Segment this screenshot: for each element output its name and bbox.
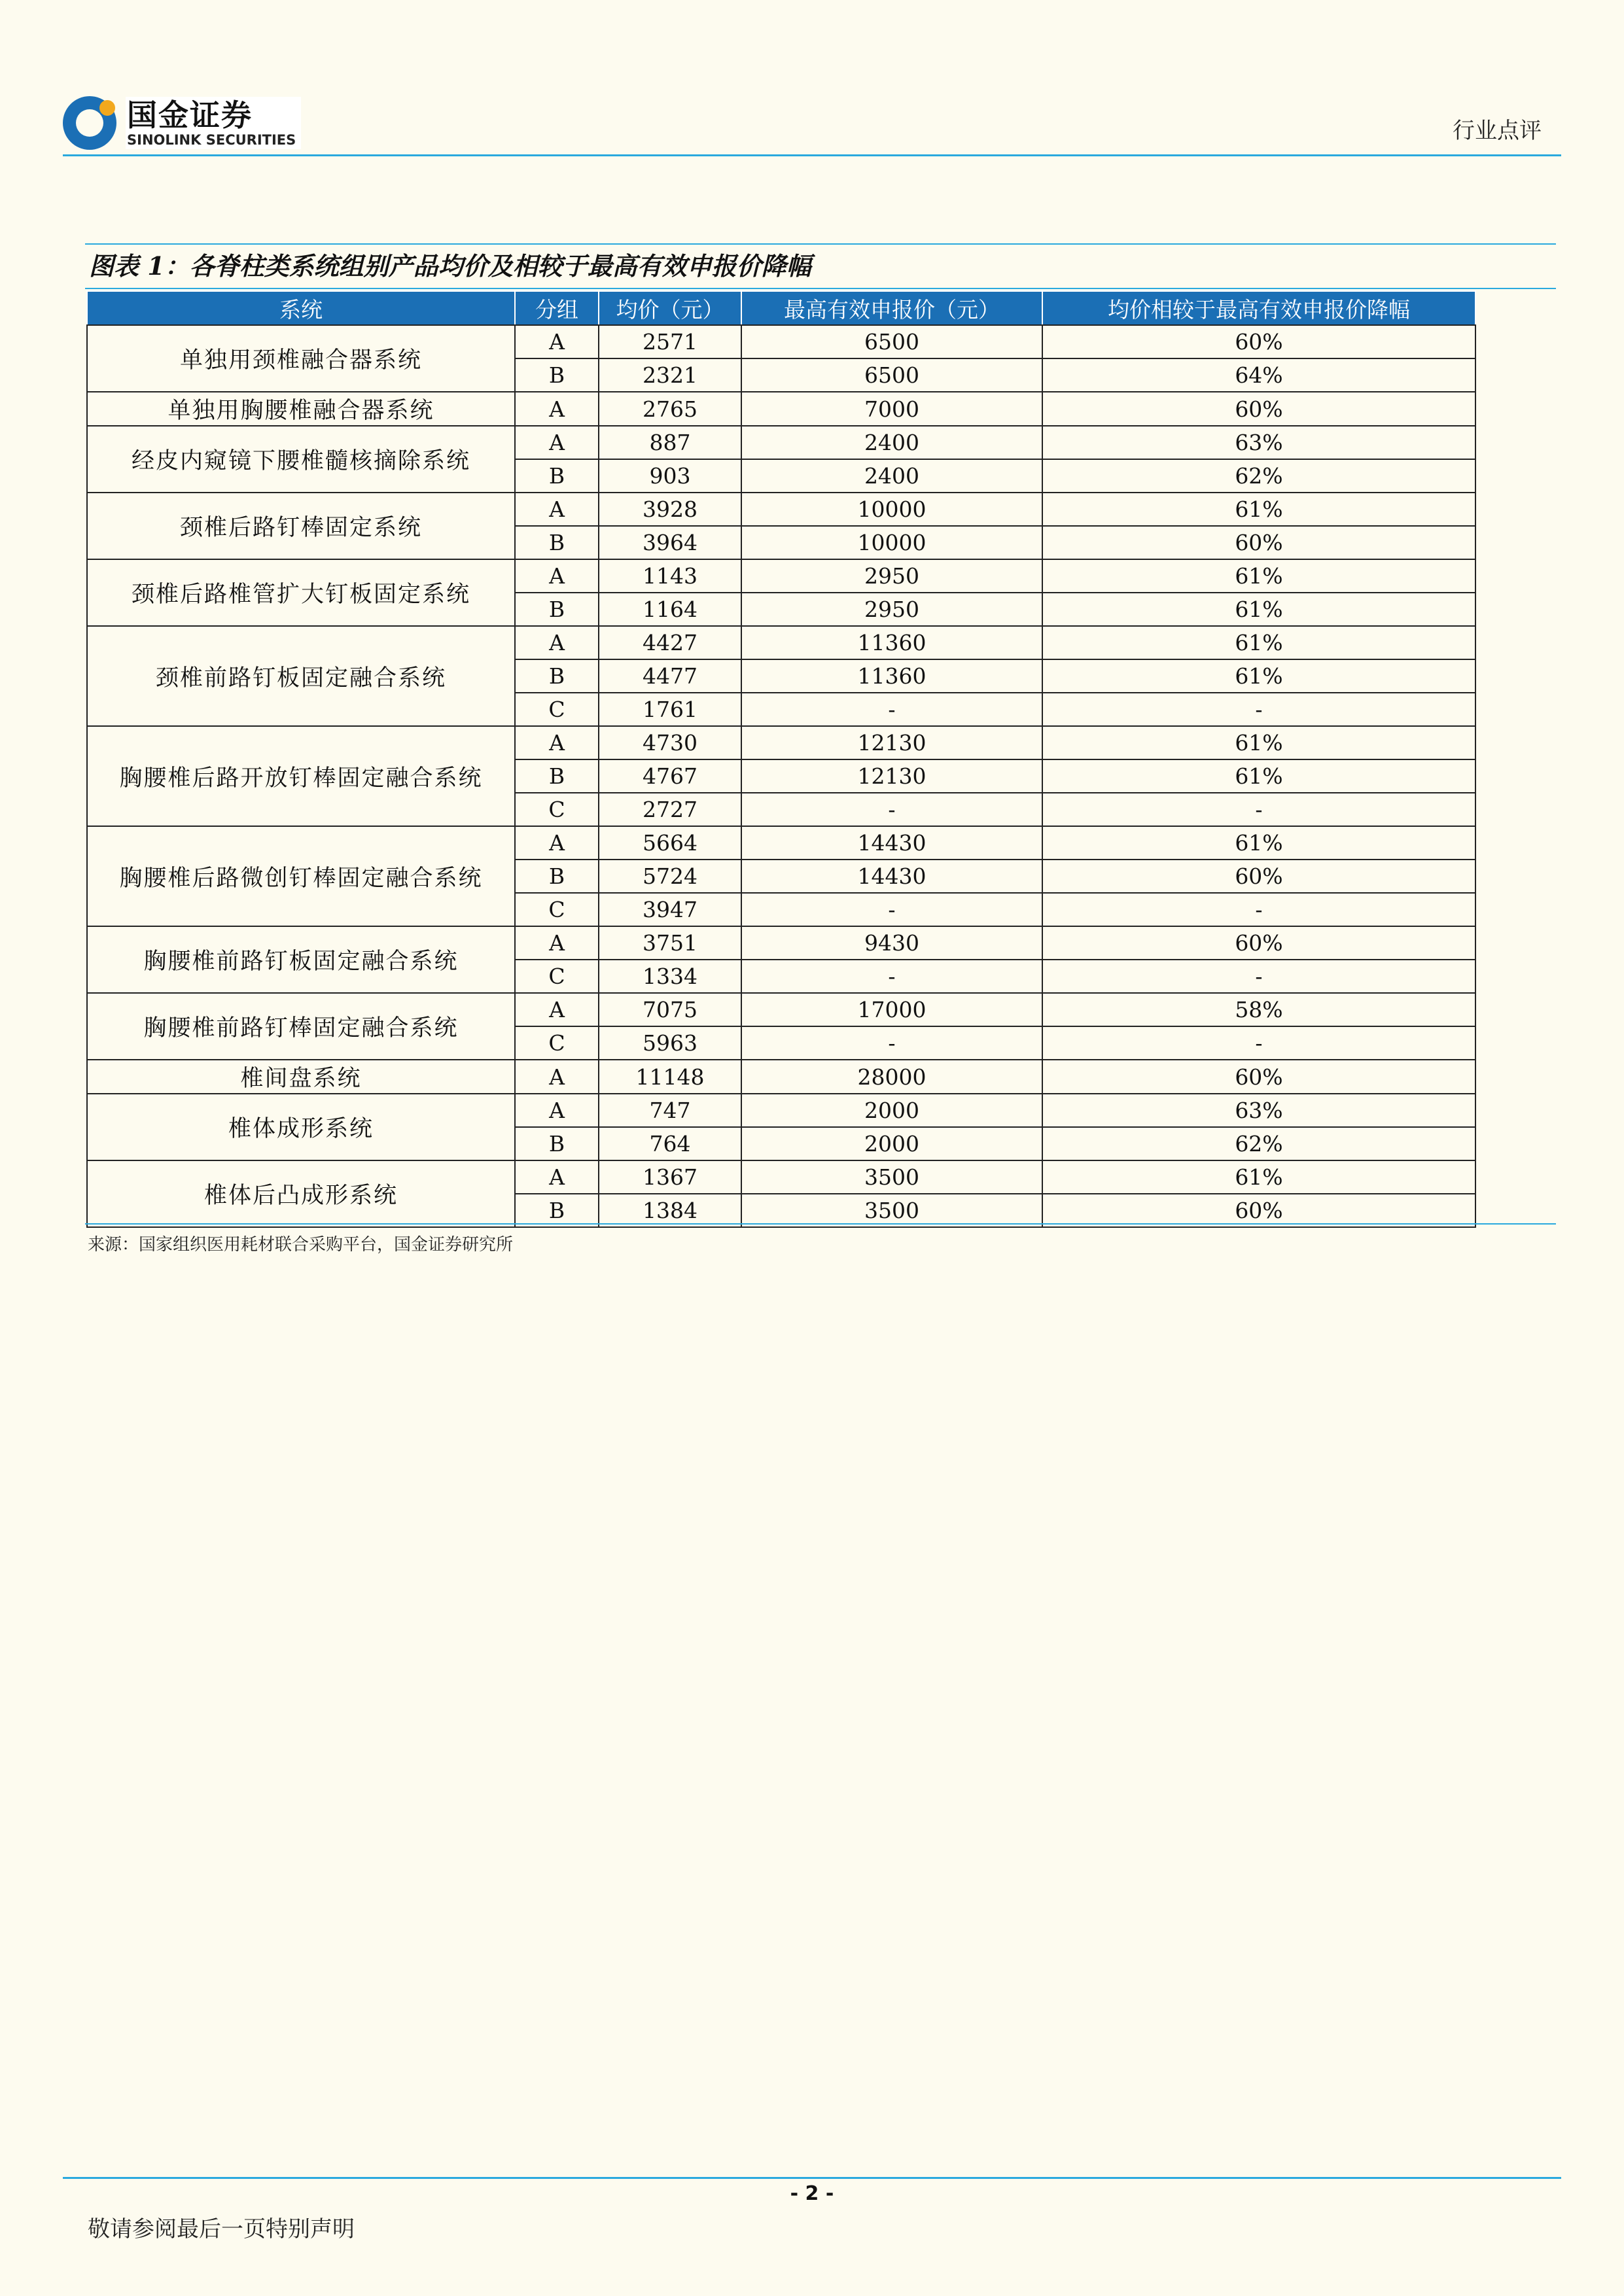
source-divider [85, 1223, 1556, 1225]
table-row [87, 726, 1475, 759]
price-drop-cell: 60% [1042, 526, 1475, 559]
max-price-cell: 10000 [741, 493, 1042, 526]
max-price-cell: 17000 [741, 993, 1042, 1026]
logo-english-name: SINOLINK SECURITIES [127, 132, 296, 148]
group-cell: C [515, 1026, 599, 1060]
price-drop-cell: 60% [1042, 860, 1475, 893]
group-cell: B [515, 860, 599, 893]
group-cell: C [515, 693, 599, 726]
avg-price-cell: 2571 [599, 325, 741, 358]
avg-price-cell: 764 [599, 1127, 741, 1160]
system-name-cell: 胸腰椎前路钉板固定融合系统 [87, 926, 515, 993]
table-row [87, 426, 1475, 459]
system-name-cell: 颈椎前路钉板固定融合系统 [87, 626, 515, 726]
max-price-cell: 9430 [741, 926, 1042, 960]
group-cell: A [515, 1160, 599, 1194]
source-note: 来源：国家组织医用耗材联合采购平台，国金证券研究所 [88, 1235, 514, 1255]
price-drop-cell: 62% [1042, 459, 1475, 493]
max-price-cell: 2000 [741, 1127, 1042, 1160]
system-name-cell: 颈椎后路椎管扩大钉板固定系统 [87, 559, 515, 626]
price-drop-cell: - [1042, 893, 1475, 926]
avg-price-cell: 5963 [599, 1026, 741, 1060]
group-cell: C [515, 793, 599, 826]
table-row [87, 826, 1475, 860]
group-cell: B [515, 659, 599, 693]
max-price-cell: 11360 [741, 659, 1042, 693]
max-price-cell: 3500 [741, 1160, 1042, 1194]
group-cell: B [515, 1194, 599, 1227]
system-name-cell: 颈椎后路钉棒固定系统 [87, 493, 515, 559]
group-cell: A [515, 993, 599, 1026]
price-drop-cell: 63% [1042, 1094, 1475, 1127]
figure-title-top-rule [85, 243, 1556, 245]
group-cell: A [515, 559, 599, 593]
price-drop-cell: - [1042, 693, 1475, 726]
max-price-cell: 3500 [741, 1194, 1042, 1227]
avg-price-cell: 3928 [599, 493, 741, 526]
system-name-cell: 椎体成形系统 [87, 1094, 515, 1160]
table-row [87, 325, 1475, 358]
table-row [87, 993, 1475, 1026]
column-header-price-drop: 均价相较于最高有效申报价降幅 [1042, 291, 1475, 325]
table-row [87, 493, 1475, 526]
table-row [87, 392, 1475, 426]
table-body [87, 325, 1475, 1227]
max-price-cell: 2000 [741, 1094, 1042, 1127]
max-price-cell: 12130 [741, 726, 1042, 759]
group-cell: B [515, 759, 599, 793]
group-cell: A [515, 426, 599, 459]
price-drop-cell: 61% [1042, 1160, 1475, 1194]
avg-price-cell: 3964 [599, 526, 741, 559]
price-drop-cell: 61% [1042, 759, 1475, 793]
avg-price-cell: 747 [599, 1094, 741, 1127]
avg-price-cell: 5664 [599, 826, 741, 860]
sinolink-logo-icon [63, 96, 116, 150]
max-price-cell: - [741, 693, 1042, 726]
system-name-cell: 单独用颈椎融合器系统 [87, 325, 515, 392]
logo-chinese-name: 国金证券 [127, 97, 253, 133]
max-price-cell: 12130 [741, 759, 1042, 793]
max-price-cell: - [741, 1026, 1042, 1060]
avg-price-cell: 1761 [599, 693, 741, 726]
price-drop-cell: 64% [1042, 358, 1475, 392]
group-cell: A [515, 1094, 599, 1127]
figure-title-bottom-rule [85, 288, 1556, 289]
page-number: - 2 - [790, 2182, 834, 2205]
group-cell: B [515, 459, 599, 493]
avg-price-cell: 11148 [599, 1060, 741, 1094]
avg-price-cell: 4477 [599, 659, 741, 693]
price-drop-cell: 60% [1042, 926, 1475, 960]
report-type-label: 行业点评 [1453, 118, 1542, 144]
max-price-cell: 6500 [741, 325, 1042, 358]
avg-price-cell: 2765 [599, 392, 741, 426]
price-drop-cell: 61% [1042, 826, 1475, 860]
group-cell: A [515, 726, 599, 759]
avg-price-cell: 5724 [599, 860, 741, 893]
avg-price-cell: 2321 [599, 358, 741, 392]
max-price-cell: - [741, 893, 1042, 926]
group-cell: B [515, 593, 599, 626]
group-cell: A [515, 392, 599, 426]
avg-price-cell: 1143 [599, 559, 741, 593]
column-header-avg-price: 均价（元） [599, 291, 741, 325]
table-row [87, 559, 1475, 593]
avg-price-cell: 887 [599, 426, 741, 459]
price-drop-cell: 60% [1042, 392, 1475, 426]
table-header-row [87, 291, 1475, 325]
table-row [87, 1060, 1475, 1094]
group-cell: A [515, 826, 599, 860]
system-name-cell: 胸腰椎前路钉棒固定融合系统 [87, 993, 515, 1060]
max-price-cell: 2950 [741, 559, 1042, 593]
avg-price-cell: 2727 [599, 793, 741, 826]
max-price-cell: 14430 [741, 860, 1042, 893]
price-drop-cell: - [1042, 1026, 1475, 1060]
max-price-cell: 2400 [741, 426, 1042, 459]
group-cell: B [515, 1127, 599, 1160]
price-drop-cell: 60% [1042, 1194, 1475, 1227]
column-header-group: 分组 [515, 291, 599, 325]
avg-price-cell: 903 [599, 459, 741, 493]
price-drop-cell: 61% [1042, 659, 1475, 693]
avg-price-cell: 1367 [599, 1160, 741, 1194]
footer-divider [63, 2177, 1561, 2179]
avg-price-cell: 1164 [599, 593, 741, 626]
group-cell: C [515, 893, 599, 926]
table-row [87, 1160, 1475, 1194]
system-name-cell: 胸腰椎后路开放钉棒固定融合系统 [87, 726, 515, 826]
price-drop-cell: 60% [1042, 325, 1475, 358]
avg-price-cell: 3751 [599, 926, 741, 960]
table-row [87, 626, 1475, 659]
max-price-cell: 6500 [741, 358, 1042, 392]
avg-price-cell: 7075 [599, 993, 741, 1026]
column-header-max-price: 最高有效申报价（元） [741, 291, 1042, 325]
avg-price-cell: 4730 [599, 726, 741, 759]
avg-price-cell: 3947 [599, 893, 741, 926]
price-drop-cell: - [1042, 960, 1475, 993]
price-drop-cell: 62% [1042, 1127, 1475, 1160]
max-price-cell: 7000 [741, 392, 1042, 426]
group-cell: A [515, 926, 599, 960]
group-cell: B [515, 358, 599, 392]
max-price-cell: 2950 [741, 593, 1042, 626]
header-divider [63, 154, 1561, 156]
logo-text [126, 97, 301, 149]
avg-price-cell: 1334 [599, 960, 741, 993]
system-name-cell: 经皮内窥镜下腰椎髓核摘除系统 [87, 426, 515, 493]
max-price-cell: - [741, 793, 1042, 826]
group-cell: A [515, 1060, 599, 1094]
price-drop-cell: 61% [1042, 726, 1475, 759]
company-logo [63, 93, 301, 153]
max-price-cell: 14430 [741, 826, 1042, 860]
price-drop-cell: 60% [1042, 1060, 1475, 1094]
avg-price-cell: 1384 [599, 1194, 741, 1227]
system-name-cell: 椎体后凸成形系统 [87, 1160, 515, 1227]
group-cell: A [515, 493, 599, 526]
max-price-cell: - [741, 960, 1042, 993]
price-drop-cell: 61% [1042, 626, 1475, 659]
price-drop-cell: 61% [1042, 493, 1475, 526]
price-drop-cell: 61% [1042, 559, 1475, 593]
max-price-cell: 2400 [741, 459, 1042, 493]
figure-title: 图表 1：各脊柱类系统组别产品均价及相较于最高有效申报价降幅 [89, 251, 811, 281]
price-drop-cell: 58% [1042, 993, 1475, 1026]
group-cell: B [515, 526, 599, 559]
column-header-system: 系统 [87, 291, 515, 325]
group-cell: C [515, 960, 599, 993]
system-name-cell: 单独用胸腰椎融合器系统 [87, 392, 515, 426]
table-row [87, 1094, 1475, 1127]
avg-price-cell: 4767 [599, 759, 741, 793]
disclaimer-note: 敬请参阅最后一页特别声明 [88, 2216, 355, 2242]
max-price-cell: 28000 [741, 1060, 1042, 1094]
system-name-cell: 椎间盘系统 [87, 1060, 515, 1094]
max-price-cell: 10000 [741, 526, 1042, 559]
price-drop-cell: - [1042, 793, 1475, 826]
spine-price-table [86, 290, 1476, 1228]
price-drop-cell: 63% [1042, 426, 1475, 459]
group-cell: A [515, 626, 599, 659]
table-row [87, 926, 1475, 960]
price-drop-cell: 61% [1042, 593, 1475, 626]
group-cell: A [515, 325, 599, 358]
system-name-cell: 胸腰椎后路微创钉棒固定融合系统 [87, 826, 515, 926]
max-price-cell: 11360 [741, 626, 1042, 659]
avg-price-cell: 4427 [599, 626, 741, 659]
